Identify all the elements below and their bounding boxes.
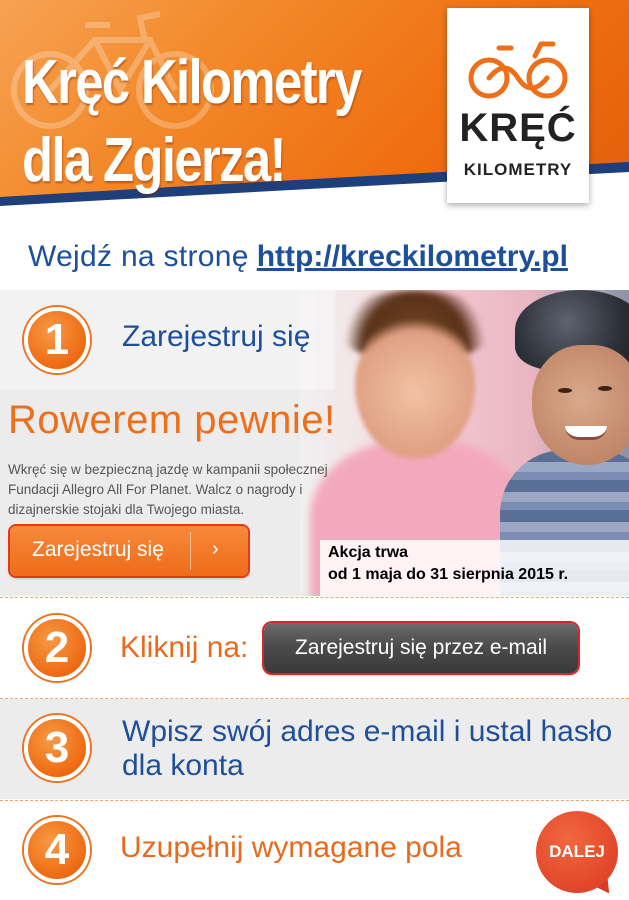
headline-line-2: dla Zgierza!	[22, 126, 285, 195]
logo-wordmark: KRĘĆ	[459, 106, 577, 150]
logo-subtitle: KILOMETRY	[463, 160, 573, 179]
step-3-number: 3	[24, 715, 90, 781]
website-line	[28, 240, 568, 280]
bicycle-logo-icon	[465, 38, 571, 100]
step-2-text: Kliknij na:	[120, 631, 249, 664]
step-1-section	[0, 290, 629, 596]
headline-line-1: Kręć Kilometry	[22, 48, 361, 117]
step-3-section	[0, 699, 629, 799]
campaign-dates	[320, 540, 629, 596]
campaign-line-1: Akcja trwa	[328, 544, 409, 561]
step-1-number: 1	[24, 307, 90, 373]
next-button[interactable]: DALEJ	[536, 811, 618, 893]
register-email-button[interactable]: Zarejestruj się przez e-mail	[264, 623, 578, 673]
step-2-number: 2	[24, 615, 90, 681]
chevron-right-icon: ›	[212, 538, 219, 560]
step-3-text-line-1: Wpisz swój adres e-mail i ustal hasło	[122, 715, 613, 748]
banner-title: Rowerem pewnie!	[8, 398, 336, 442]
step-1-text: Zarejestruj się	[122, 320, 311, 353]
button-separator	[190, 532, 191, 570]
header-banner	[0, 0, 629, 228]
step-3-text-line-2: dla konta	[122, 749, 244, 782]
website-prefix: Wejdź na stronę	[28, 240, 249, 273]
register-button-label: Zarejestruj się	[32, 538, 164, 561]
brand-logo	[447, 8, 589, 203]
register-button[interactable]	[10, 526, 248, 576]
campaign-line-2: od 1 maja do 31 sierpnia 2015 r.	[328, 566, 569, 583]
banner-description: Wkręć się w bezpieczną jazdę w kampanii społecznej Fundacji Allegro All For Planet. Walcz o nagrody i dizajnerskie stojaki dla Twojego miasta.	[8, 462, 328, 517]
step-4-number: 4	[24, 817, 90, 883]
divider	[0, 597, 629, 598]
step-2-section	[0, 599, 629, 697]
step-4-text: Uzupełnij wymagane pola	[120, 831, 462, 864]
step-4-section	[0, 801, 629, 900]
website-link[interactable]: http://kreckilometry.pl	[256, 240, 568, 273]
